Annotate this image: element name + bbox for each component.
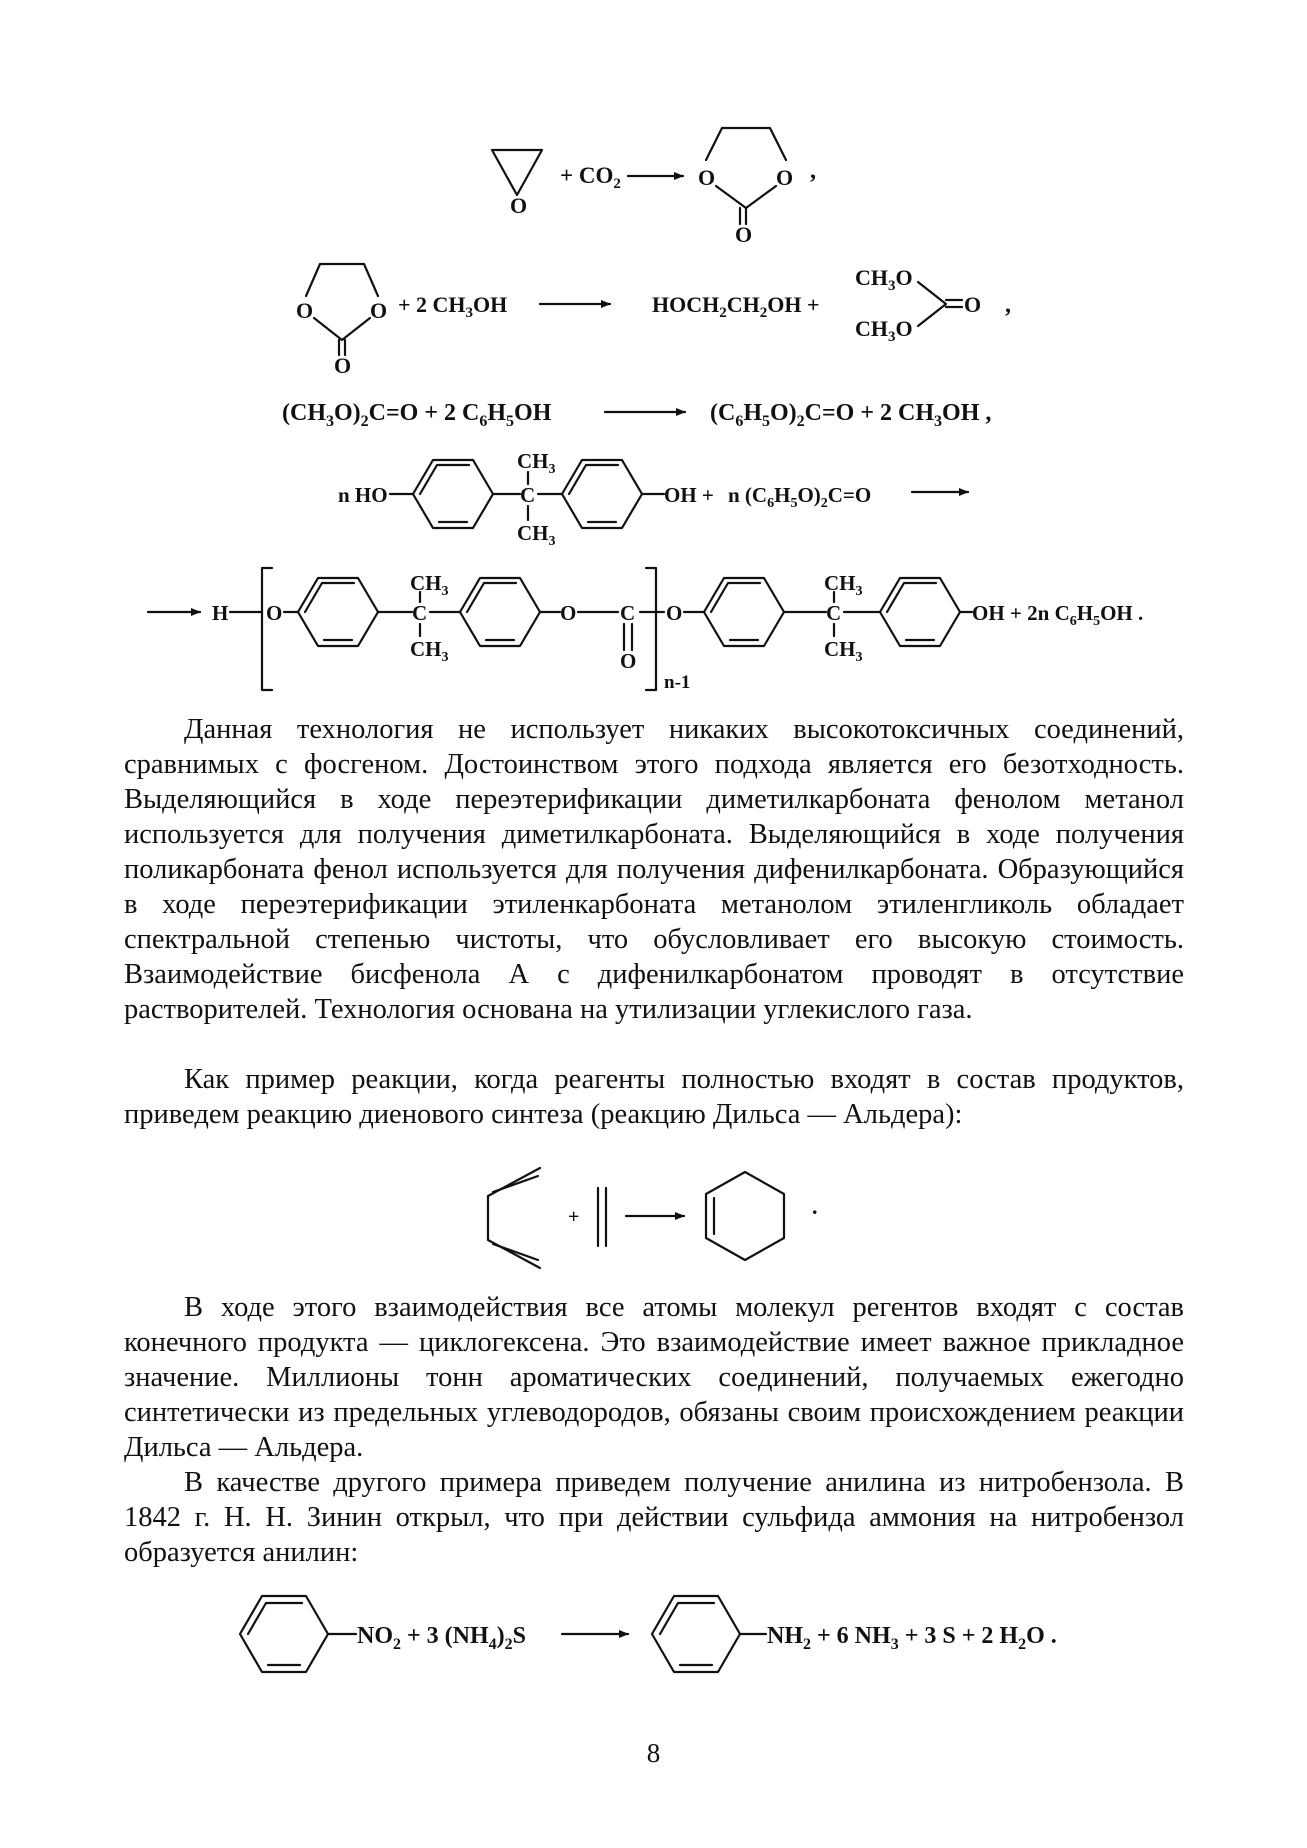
ring-oxygen-left: O	[698, 165, 716, 190]
paragraph-technology: Данная технология не использует никаких высокотоксичных соединений, сравнимых с фосгеном. Достоинством этого подхода является его безотходность. Выделяющийся в ходе переэтерификации диметилкарбоната фенолом метанол используется для получения диметилкарбоната. Выделяющийся в ходе получения поликарбоната фенол используется для получения дифенилкарбоната. Образующийся в ходе переэтерификации этиленкарбоната метанолом этиленгликоль обладает спектральной степенью чистоты, что обусловливает его высокую стоимость. Взаимодействие бисфенола А с дифенилкарбонатом проводят в отсутствие растворителей. Технология основана на утилизации углекислого газа.	[124, 714, 1184, 1025]
nitro-reagents: $NO_2 + 3$ $(NH_4)_2S$	[357, 1623, 527, 1653]
page-number: 8	[646, 1738, 661, 1768]
benzene-ring	[562, 460, 642, 528]
svg-text:n HO: n HO	[338, 483, 388, 507]
svg-text:CH3: $CH_3$	[517, 449, 556, 477]
reaction-phenol-transesterification	[282, 400, 991, 430]
svg-text:CH3O: $CH_3O$	[855, 316, 913, 345]
dimethyl-carbonate	[855, 265, 981, 345]
svg-text:OH +: OH +	[664, 483, 714, 507]
separator-comma: ,	[810, 158, 816, 184]
reaction-bisphenol-dpc	[338, 449, 968, 549]
svg-text:OH + 2n C6H5OH .: OH + 2n $C_6H_5OH$ .	[972, 601, 1144, 629]
svg-text:O: O	[666, 601, 683, 625]
diels-alder-scheme	[488, 1168, 818, 1268]
svg-text:C: C	[520, 483, 536, 507]
svg-text:O: O	[964, 292, 982, 317]
benzene-ring	[652, 1596, 740, 1672]
plus-methanol: + 2 $CH_3OH$	[398, 292, 508, 321]
benzene-ring	[240, 1596, 328, 1672]
bracket-left	[262, 568, 272, 690]
svg-text:,: ,	[1005, 292, 1011, 318]
bracket-right	[646, 568, 656, 690]
zinin-reaction	[240, 1596, 1057, 1672]
svg-text:CH3: $CH_3$	[517, 521, 556, 549]
paragraph-diels-alder-intro: Как пример реакции, когда реагенты полностью входят в состав продуктов, приведем реакцию диенового синтеза (реакцию Дильса — Альдера):	[124, 1064, 1184, 1130]
polycarbonate-product	[148, 568, 1143, 693]
svg-text:CH3O: $CH_3O$	[855, 265, 913, 294]
benzene-ring	[704, 578, 784, 646]
ethylene-carbonate	[698, 128, 793, 247]
carbonyl-oxygen: O	[735, 222, 753, 247]
benzene-ring	[880, 578, 960, 646]
svg-text:C: C	[620, 601, 636, 625]
svg-text:n (C6H5O)2C=O: n $(C_6H_5O)_2C=O$	[728, 483, 872, 511]
svg-text:O: O	[266, 601, 283, 625]
svg-text:+: +	[568, 1206, 580, 1228]
svg-text:O: O	[296, 298, 314, 323]
aniline-products: $NH_2 + 6$ $NH_3 + 3$ S + 2 $H_2O$ .	[767, 1623, 1057, 1653]
butadiene	[488, 1168, 540, 1268]
reaction-epoxide-co2	[492, 128, 816, 247]
epoxide-oxygen: O	[510, 193, 528, 218]
svg-text:CH3: $CH_3$	[410, 571, 449, 599]
svg-text:H: H	[212, 601, 229, 625]
ethylene-carbonate-2	[296, 264, 387, 378]
svg-text:O: O	[620, 649, 637, 673]
svg-text:CH3: $CH_3$	[824, 637, 863, 665]
svg-text:CH3: $CH_3$	[824, 571, 863, 599]
svg-text:O: O	[334, 353, 352, 378]
reaction-transesterification-methanol	[296, 264, 1011, 378]
svg-text:CH3: $CH_3$	[410, 637, 449, 665]
svg-text:O: O	[560, 601, 577, 625]
cyclohexene-ring	[706, 1172, 784, 1260]
products: $(C_6H_5O)_2C=O + 2$ $CH_3OH$ ,	[710, 400, 992, 430]
paragraph-zinin: В качестве другого примера приведем получение анилина из нитробензола. В 1842 г. Н. Н. Зинин открыл, что при действии сульфида аммония на нитробензол образуется анилин:	[124, 1467, 1184, 1568]
repeat-index: n-1	[664, 672, 691, 693]
reactants: $(CH_3O)_2C=O + 2$ $C_6H_5OH$	[282, 400, 552, 430]
svg-text:C: C	[826, 601, 842, 625]
svg-text:C: C	[412, 601, 428, 625]
benzene-ring	[298, 578, 378, 646]
benzene-ring	[413, 460, 493, 528]
svg-text:.: .	[812, 1194, 818, 1219]
epoxide-ring	[492, 150, 542, 195]
plus-co2: + $CO_2$	[560, 163, 621, 192]
ethylene-glycol: $HOCH_2CH_2OH$ +	[652, 292, 820, 321]
paragraph-diels-alder-value: В ходе этого взаимодействия все атомы молекул регентов входят с состав конечного продукта — циклогексена. Это взаимодействие имеет важное прикладное значение. Миллионы тонн ароматических соединений, получаемых ежегодно синтетически из предельных углеводородов, обязаны своим происхождением реакции Дильса — Альдера.	[124, 1292, 1184, 1463]
benzene-ring	[460, 578, 540, 646]
ring-oxygen-right: O	[776, 165, 794, 190]
svg-text:O: O	[370, 298, 388, 323]
